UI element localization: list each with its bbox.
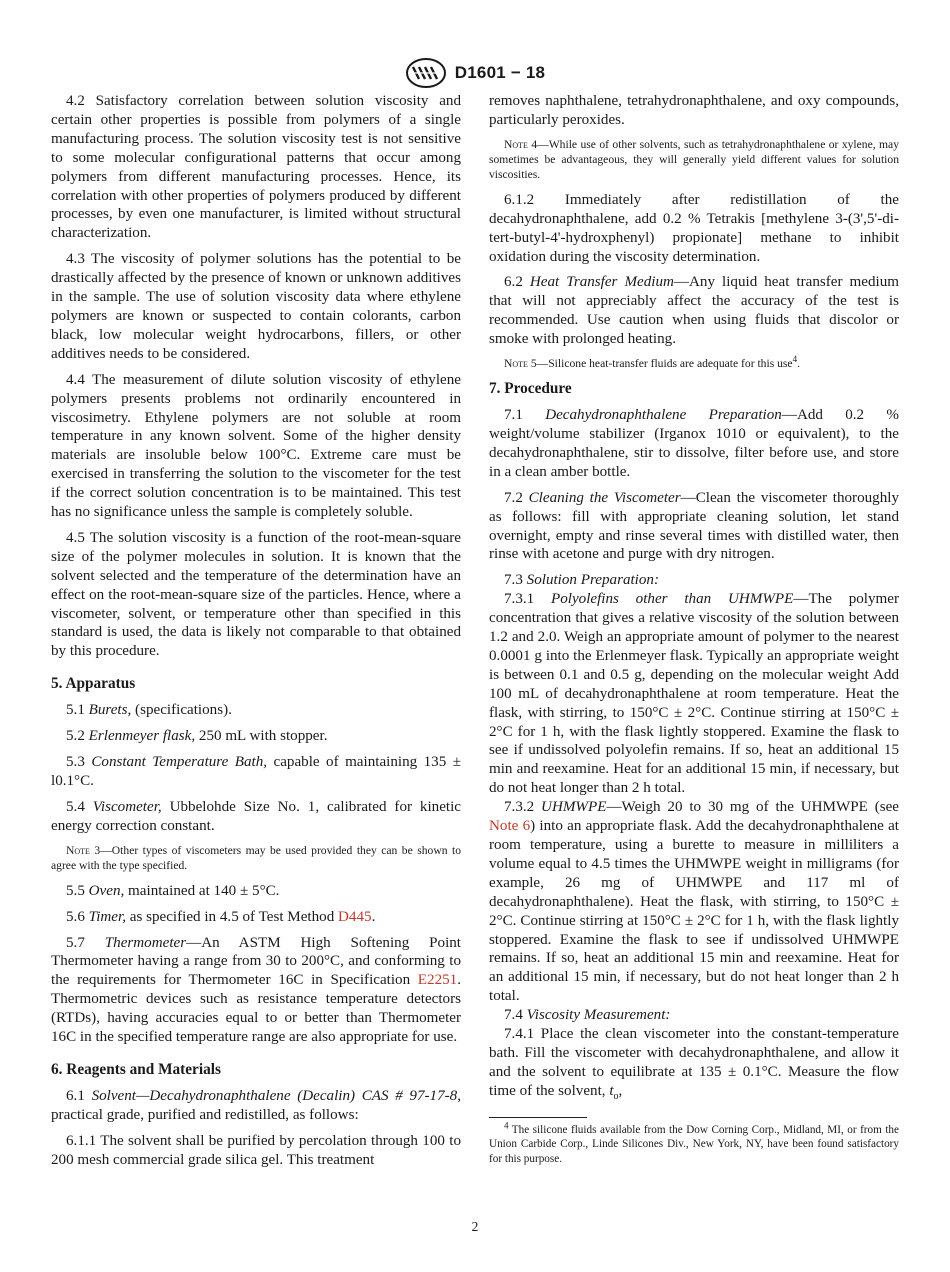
para-6-1-1: 6.1.1 The solvent shall be purified by percolation through 100 to 200 mesh commercial grade silica gel. This treatment bbox=[51, 1132, 461, 1168]
para-7-4-1: 7.4.1 Place the clean viscometer into the constant-temperature bath. Fill the viscometer with decahydronaphthalene, and allow it and the solvent to equilibrate at 135 ± 0.1°C. Measure the flow time of the solvent, $t_o$, bbox=[489, 1026, 899, 1102]
section-heading-reagents: 6. Reagents and Materials bbox=[51, 1060, 221, 1078]
page-header bbox=[0, 57, 950, 89]
note-3: Note 3—Other types of viscometers may be used provided they can be shown to agree with the type specified. bbox=[51, 843, 461, 872]
note-5: Note 5—Silicone heat-transfer fluids are adequate for this use$^4$. bbox=[504, 354, 800, 371]
footnote-divider bbox=[489, 1117, 587, 1118]
para-5-4: 5.4 Viscometer, Ubbelohde Size No. 1, calibrated for kinetic energy correction constant. bbox=[51, 798, 461, 834]
astm-logo-icon bbox=[405, 57, 447, 89]
section-heading-apparatus: 5. Apparatus bbox=[51, 675, 136, 693]
page-number: 2 bbox=[471, 1219, 479, 1234]
link-d445[interactable]: D445 bbox=[338, 908, 372, 925]
para-7-3-1: 7.3.1 Polyolefins other than UHMWPE—The polymer concentration that gives a relative viscosity of the solution between 1.2 and 2.0. Weigh an appropriate amount of polymer to the nearest 0.0001 g into the Erlenmeyer flask. Typically an appropriate weight is between 0.1 and 0.5 g, depending on the molecular weight Add 100 mL of decahydronaphthalene at room temperature. Heat the flask, with stirring, to 150°C ± 2°C. Continue stirring at 150°C ± 2°C for 1 h, with the flask lightly stoppered. Examine the flask to see if undissolved polyolefin remains. If so, heat an additional 15 min and reexamine. Heat for an additional 15 min, if necessary, but do not heat longer than 2 h total. bbox=[489, 591, 899, 797]
para-7-3: 7.3 Solution Preparation: bbox=[504, 572, 659, 589]
document-designation: D1601 − 18 bbox=[454, 63, 546, 82]
para-7-1: 7.1 Decahydronaphthalene Preparation—Add 0.2 % weight/volume stabilizer (Irganox 1010 or equivalent), to the decahydronaphthalene, stir to dissolve, filter before use, and store in a clean amber bottle. bbox=[489, 407, 899, 480]
note-4: Note 4—While use of other solvents, such as tetrahydronaphthalene or xylene, may sometimes be advantageous, they will generally yield different values for solution viscosities. bbox=[489, 137, 899, 181]
para-7-3-2: 7.3.2 UHMWPE—Weigh 20 to 30 mg of the UHMWPE (see Note 6) into an appropriate flask. Add the decahydronaphthalene at room temperature, using a burette to measure in milliliters a volume equal to 4.5 times the UHMWPE weight in milligrams (for example, 26 mg of UHMWPE and 117 ml of decahydronaphthalene). Heat the flask, with stirring, to 150°C ± 2°C. Continue stirring at 150°C ± 2°C for 1 h, with the flask lightly stoppered. Examine the flask to see if undissolved UHMWPE remains. If so, heat an additional 15 min and reexamine. Heat for an additional 15 min, if necessary, but do not heat longer than 2 h total. bbox=[489, 799, 899, 1005]
para-4-2: 4.2 Satisfactory correlation between solution viscosity and certain other properties is possible from polymers of a single manufacturing process. The solution viscosity test is not sensitive to some molecular configurational patterns that occur among polymers from different manufacturing processes. Hence, its correlation with other properties of polymers produced by different processes, by even one manufacturer, is limited without structural characterization. bbox=[51, 93, 461, 242]
para-5-6: 5.6 Timer, as specified in 4.5 of Test Method D445. bbox=[66, 908, 376, 925]
para-7-4: 7.4 Viscosity Measurement: bbox=[504, 1007, 671, 1024]
para-7-2: 7.2 Cleaning the Viscometer—Clean the viscometer thoroughly as follows: fill with appropriate cleaning solution, let stand overnight, empty and rinse several times with distilled water, then rinse with acetone and purge with dry nitrogen. bbox=[489, 489, 899, 563]
section-heading-procedure: 7. Procedure bbox=[489, 380, 572, 398]
para-5-5: 5.5 Oven, maintained at 140 ± 5°C. bbox=[66, 882, 280, 899]
para-6-1: 6.1 Solvent—Decahydronaphthalene (Decalin) CAS # 97-17-8, practical grade, purified and redistilled, as follows: bbox=[51, 1087, 461, 1123]
para-6-2: 6.2 Heat Transfer Medium—Any liquid heat transfer medium that will not appreciably affect the accuracy of the test is recommended. Use caution when using fluids that discolor or smoke with prolonged heating. bbox=[489, 274, 899, 348]
para-4-3: 4.3 The viscosity of polymer solutions has the potential to be drastically affected by the presence of known or unknown additives in the sample. The use of solution viscosity data where ethylene polymers are known or suspected to contain colorants, carbon black, low molecular weight hydrocarbons, fillers, or other additives needs to be considered. bbox=[51, 251, 461, 362]
para-4-5: 4.5 The solution viscosity is a function of the root-mean-square size of the polymer molecules in solution. It is known that the solvent selected and the temperature of the determination have an effect on the root-mean-square size of the particles. Hence, where a viscometer, solvent, or temperature other than specified in this standard is used, the data is likely not comparable to that obtained by this procedure. bbox=[51, 529, 461, 660]
para-6-1-1-cont: removes naphthalene, tetrahydronaphthalene, and oxy compounds, particularly peroxides. bbox=[489, 93, 899, 128]
link-e2251[interactable]: E2251 bbox=[417, 972, 458, 989]
left-column bbox=[51, 92, 461, 1177]
right-column bbox=[489, 92, 899, 1166]
para-5-3: 5.3 Constant Temperature Bath, capable of maintaining 135 ± l0.1°C. bbox=[51, 754, 461, 789]
para-5-1: 5.1 Burets, (specifications). bbox=[66, 702, 232, 719]
footnote-4: $^4$ The silicone fluids available from the Dow Corning Corp., Midland, MI, or from the Union Carbide Corp., Linde Silicones Div., New York, NY, have been found satisfactory for this purpose. bbox=[489, 1119, 899, 1165]
para-5-2: 5.2 Erlenmeyer flask, 250 mL with stopper. bbox=[66, 728, 328, 745]
para-5-7: 5.7 Thermometer—An ASTM High Softening Point Thermometer having a range from 30 to 200°C, and conforming to the requirements for Thermometer 16C in Specification E2251. Thermometric devices such as resistance temperature detectors (RTDs), having accuracies equal to or better than Thermometer 16C in the specified temperature range are also appropriate for use. bbox=[51, 934, 462, 1046]
link-note-6[interactable]: Note 6 bbox=[489, 818, 531, 835]
para-6-1-2: 6.1.2 Immediately after redistillation of the decahydronaphthalene, add 0.2 % Tetrakis [methylene 3-(3',5'-di-tert-butyl-4'-hydroxphenyl) propionate] methane to inhibit oxidation during the viscosity determination. bbox=[489, 191, 899, 265]
para-4-4: 4.4 The measurement of dilute solution viscosity of ethylene polymers presents problems not ordinarily encountered in viscosimetry. Ethylene polymers are not soluble at room temperature in any known solvent. Some of the higher density materials are insoluble below 100°C. Extreme care must be exercised in transferring the solution to the viscometer for the test if the correct solution concentration is to be maintained. This test has no significance unless the sample is completely soluble. bbox=[51, 371, 461, 521]
